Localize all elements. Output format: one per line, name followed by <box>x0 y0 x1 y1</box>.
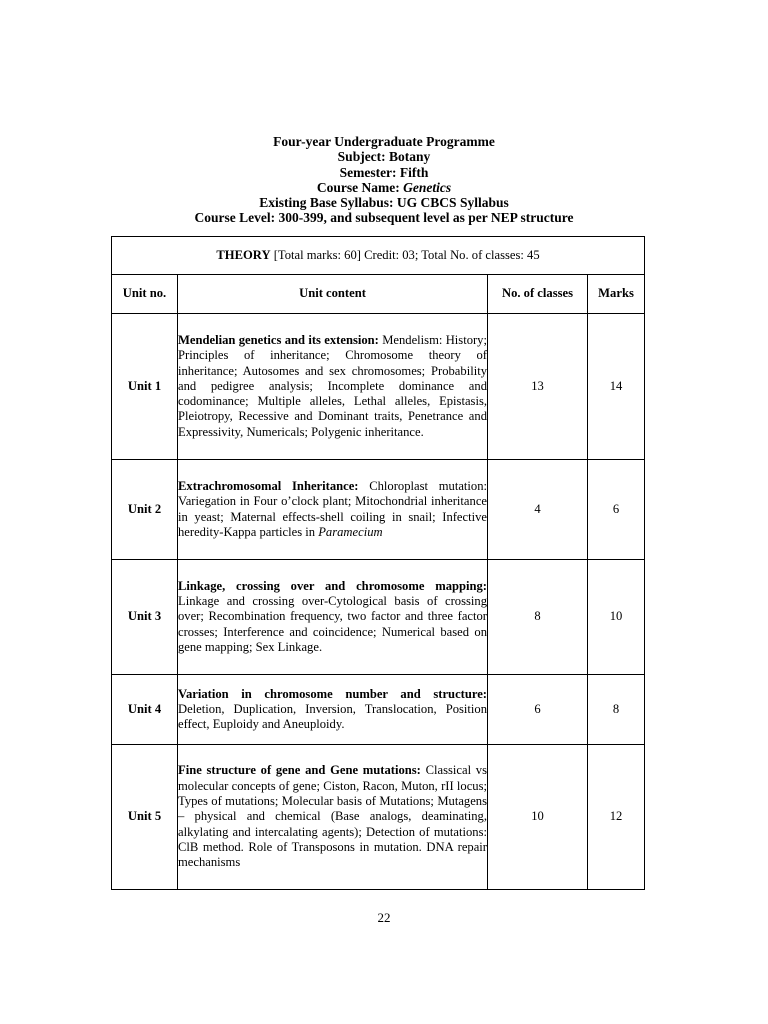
unit-title: Mendelian genetics and its extension: <box>178 332 379 347</box>
col-header-classes: No. of classes <box>488 275 588 314</box>
unit-italic-text: Paramecium <box>318 524 383 539</box>
unit-marks: 10 <box>588 560 645 675</box>
unit-marks: 14 <box>588 314 645 460</box>
theory-row <box>112 237 645 275</box>
unit-content <box>178 745 488 890</box>
unit-marks: 8 <box>588 675 645 745</box>
unit-number: Unit 1 <box>112 314 178 460</box>
unit-text: Linkage and crossing over-Cytological basis of crossing over; Recombination frequency, two factor and three factor crosses; Interference and coincidence; Numerical based on gene mapping; Sex Linkage. <box>178 594 487 654</box>
unit-number: Unit 4 <box>112 675 178 745</box>
unit-text: Deletion, Duplication, Inversion, Translocation, Position effect, Euploidy and Aneuploidy. <box>178 701 487 732</box>
course-name-value: Genetics <box>403 179 452 195</box>
unit-content <box>178 675 488 745</box>
unit-text: Mendelism: History; Principles of inheritance; Chromosome theory of inheritance; Autosomes and sex chromosomes; Probability and pedigree analysis; Incomplete dominance and codominance; Multiple alleles, Lethal alleles, Epistasis, Pleiotropy, Recessive and Dominant traits, Penetrance and Expressivity, Numericals; Polygenic inheritance. <box>178 332 487 439</box>
unit-content <box>178 560 488 675</box>
table-row <box>112 460 645 560</box>
unit-content <box>178 460 488 560</box>
unit-classes: 8 <box>488 560 588 675</box>
unit-title: Fine structure of gene and Gene mutations: <box>178 763 421 778</box>
unit-text: Classical vs molecular concepts of gene; Ciston, Racon, Muton, rII locus; Types of mutations; Molecular basis of Mutations; Mutagens – physical and chemical (Base analogs, deaminating, alkylating and intercalating agents); Detection of mutations: ClB method. Role of Transposons in mutation. DNA repair mechanisms <box>178 763 488 870</box>
col-header-marks: Marks <box>588 275 645 314</box>
unit-number: Unit 2 <box>112 460 178 560</box>
column-header-row <box>112 275 645 314</box>
unit-marks: 12 <box>588 745 645 890</box>
table-row <box>112 314 645 460</box>
course-name-line <box>0 180 768 195</box>
unit-number: Unit 3 <box>112 560 178 675</box>
unit-title: Linkage, crossing over and chromosome mapping: <box>178 578 487 593</box>
base-syllabus-line: Existing Base Syllabus: UG CBCS Syllabus <box>259 195 509 211</box>
syllabus-table <box>111 236 645 890</box>
subject-line: Subject: Botany <box>337 149 431 165</box>
unit-content <box>178 314 488 460</box>
document-header <box>0 134 768 226</box>
course-level-line: Course Level: 300-399, and subsequent level as per NEP structure <box>194 210 574 226</box>
unit-title: Variation in chromosome number and structure: <box>178 686 487 701</box>
unit-classes: 6 <box>488 675 588 745</box>
table-row <box>112 745 645 890</box>
theory-label: THEORY <box>216 247 271 262</box>
unit-text: Chloroplast mutation: Variegation in Four o’clock plant; Mitochondrial inheritance in yeast; Maternal effects-shell coiling in snail; Infective heredity-Kappa particles in <box>178 478 488 539</box>
table-row <box>112 675 645 745</box>
col-header-unit-no: Unit no. <box>112 275 178 314</box>
unit-title: Extrachromosomal Inheritance: <box>178 478 359 493</box>
programme-title: Four-year Undergraduate Programme <box>273 134 495 149</box>
table-row <box>112 560 645 675</box>
unit-classes: 10 <box>488 745 588 890</box>
semester-line: Semester: Fifth <box>339 164 429 180</box>
unit-marks: 6 <box>588 460 645 560</box>
col-header-unit-content: Unit content <box>178 275 488 314</box>
unit-classes: 13 <box>488 314 588 460</box>
page-number: 22 <box>377 910 391 925</box>
unit-number: Unit 5 <box>112 745 178 890</box>
unit-classes: 4 <box>488 460 588 560</box>
course-name-label: Course Name: <box>316 179 404 195</box>
theory-detail: [Total marks: 60] Credit: 03; Total No. of classes: 45 <box>270 247 540 262</box>
theory-cell <box>112 237 645 275</box>
